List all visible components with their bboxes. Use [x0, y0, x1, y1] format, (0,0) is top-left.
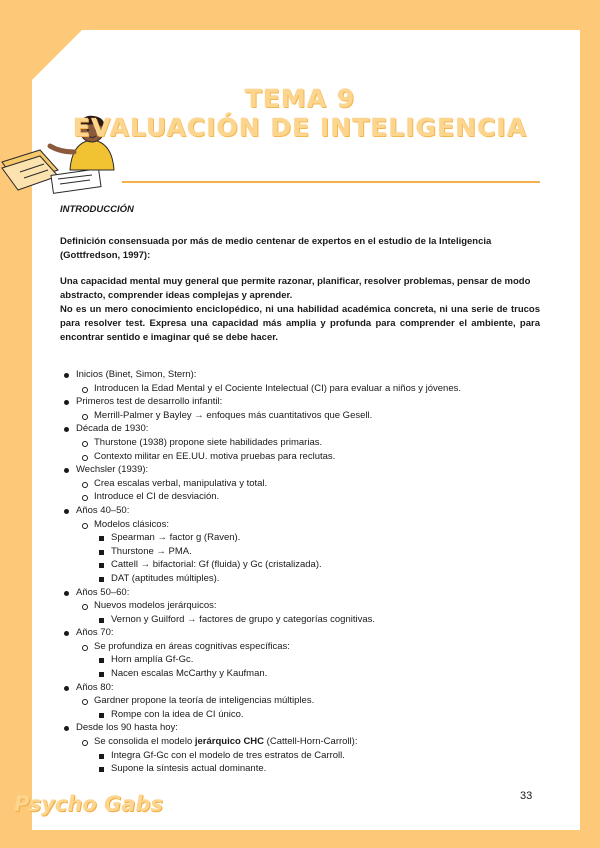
timeline-item-text: Wechsler (1939):: [76, 464, 149, 476]
timeline-item-text: Integra Gf-Gc con el modelo de tres estratos de Carroll.: [111, 749, 345, 761]
timeline-item: [62, 708, 542, 722]
timeline-item: [62, 572, 542, 586]
bullet-icon: [99, 713, 104, 718]
timeline-item-text: Introducen la Edad Mental y el Cociente Intelectual (CI) para evaluar a niños y jóvenes.: [94, 382, 462, 394]
bullet-icon: [82, 699, 88, 705]
timeline-item: [62, 518, 542, 532]
bullet-icon: [99, 767, 104, 772]
timeline-item-text: Años 80:: [76, 681, 114, 693]
bullet-icon: [64, 427, 69, 432]
timeline-item: [62, 368, 542, 382]
timeline-item-text: Cattell → bifactorial: Gf (fluida) y Gc (cristalizada).: [111, 559, 322, 571]
timeline-item-text: Thurstone → PMA.: [111, 545, 192, 557]
extra-paragraph: No es un mero conocimiento enciclopédico, ni una habilidad académica concreta, ni una serie de trucos para resolver test. Expresa una capacidad más amplia y profunda para comprender el ambiente, para encontrar sentido e imaginar qué se debe hacer.: [60, 304, 540, 343]
timeline-item-text: Modelos clásicos:: [94, 518, 169, 530]
bullet-icon: [82, 455, 88, 461]
timeline-item-text: Años 40–50:: [76, 504, 130, 516]
timeline-item: [62, 545, 542, 559]
timeline-item-text: Contexto militar en EE.UU. motiva pruebas para reclutas.: [94, 450, 336, 462]
timeline-item: [62, 613, 542, 627]
timeline-item-text: Desde los 90 hasta hoy:: [76, 722, 178, 734]
bullet-icon: [99, 563, 104, 568]
timeline-item: [62, 558, 542, 572]
bullet-icon: [99, 672, 104, 677]
timeline-item-text: Se consolida el modelo: [94, 736, 195, 748]
timeline-item-text: Horn amplía Gf-Gc.: [111, 654, 194, 666]
bullet-icon: [99, 754, 104, 759]
timeline-item-text: Merrill-Palmer y Bayley → enfoques más cuantitativos que Gesell.: [94, 409, 373, 421]
bullet-icon: [64, 591, 69, 596]
timeline-item: [62, 477, 542, 491]
bullet-icon: [64, 400, 69, 405]
timeline-item-text: Gardner propone la teoría de inteligencias múltiples.: [94, 695, 315, 707]
timeline-item-text: DAT (aptitudes múltiples).: [111, 572, 220, 584]
bullet-icon: [64, 686, 69, 691]
bullet-icon: [82, 523, 88, 529]
bullet-icon: [99, 618, 104, 623]
bullet-icon: [64, 726, 69, 731]
timeline-item-text: Década de 1930:: [76, 423, 149, 435]
title-line-1: TEMA 9: [244, 84, 356, 113]
timeline-item: [62, 422, 542, 436]
bullet-icon: [64, 631, 69, 636]
timeline-item: [62, 667, 542, 681]
timeline-item: [62, 395, 542, 409]
title-line-2: EVALUACIÓN DE INTELIGENCIA: [72, 113, 528, 142]
timeline-item-emphasis: jerárquico CHC: [194, 736, 265, 748]
timeline-item-text: Se profundiza en áreas cognitivas específicas:: [94, 640, 290, 652]
timeline-item-text: Spearman → factor g (Raven).: [111, 532, 241, 544]
bullet-icon: [99, 658, 104, 663]
bullet-icon: [99, 550, 104, 555]
bullet-icon: [82, 414, 88, 420]
timeline-item-text: Supone la síntesis actual dominante.: [111, 763, 267, 775]
timeline-item: [62, 626, 542, 640]
timeline-item-text: Thurstone (1938) propone siete habilidades primarias.: [94, 436, 323, 448]
timeline-item: [62, 721, 542, 735]
definition-paragraph: Definición consensuada por más de medio centenar de expertos en el estudio de la Inteligencia (Gottfredson, 1997):: [60, 236, 492, 261]
timeline-item-text: Crea escalas verbal, manipulativa y total.: [94, 477, 268, 489]
bullet-icon: [64, 468, 69, 473]
timeline-list: [62, 368, 542, 776]
timeline-item: [62, 382, 542, 396]
intro-heading: INTRODUCCIÓN: [60, 204, 134, 215]
timeline-item-text: Primeros test de desarrollo infantil:: [76, 396, 223, 408]
timeline-item-text: Años 50–60:: [76, 586, 130, 598]
bullet-icon: [82, 604, 88, 610]
bullet-icon: [64, 373, 69, 378]
timeline-item: [62, 436, 542, 450]
header-divider: [122, 181, 540, 183]
timeline-item: [62, 681, 542, 695]
timeline-item-text: Años 70:: [76, 627, 114, 639]
bullet-icon: [82, 645, 88, 651]
timeline-item: [62, 409, 542, 423]
timeline-item-text: Nacen escalas McCarthy y Kaufman.: [111, 668, 268, 680]
timeline-item-text: Vernon y Guilford → factores de grupo y categorías cognitivas.: [111, 613, 376, 625]
page-number: 33: [520, 790, 533, 802]
bullet-icon: [82, 441, 88, 447]
timeline-item: [62, 749, 542, 763]
timeline-item: [62, 735, 542, 749]
timeline-item: [62, 531, 542, 545]
timeline-item: [62, 463, 542, 477]
timeline-item-suffix: (Cattell-Horn-Carroll):: [264, 736, 358, 748]
timeline-item: [62, 653, 542, 667]
bullet-icon: [82, 387, 88, 393]
bullet-icon: [82, 482, 88, 488]
timeline-item: [62, 694, 542, 708]
timeline-item: [62, 640, 542, 654]
quote-paragraph: Una capacidad mental muy general que permite razonar, planificar, resolver problemas, pensar de modo abstracto, comprender ideas complejas y aprender.: [60, 276, 531, 301]
bullet-icon: [82, 495, 88, 501]
timeline-item: [62, 762, 542, 776]
timeline-item: [62, 450, 542, 464]
bullet-icon: [64, 509, 69, 514]
timeline-item-text: Rompe con la idea de CI único.: [111, 708, 244, 720]
brand-logo: Psycho Gabs: [14, 792, 163, 816]
timeline-item: [62, 586, 542, 600]
bullet-icon: [99, 577, 104, 582]
timeline-item-text: Introduce el CI de desviación.: [94, 491, 220, 503]
timeline-item: [62, 504, 542, 518]
timeline-item: [62, 490, 542, 504]
timeline-item: [62, 599, 542, 613]
bullet-icon: [99, 536, 104, 541]
timeline-item-text: Inicios (Binet, Simon, Stern):: [76, 369, 197, 380]
bullet-icon: [82, 740, 88, 746]
timeline-item-text: Nuevos modelos jerárquicos:: [94, 600, 217, 612]
